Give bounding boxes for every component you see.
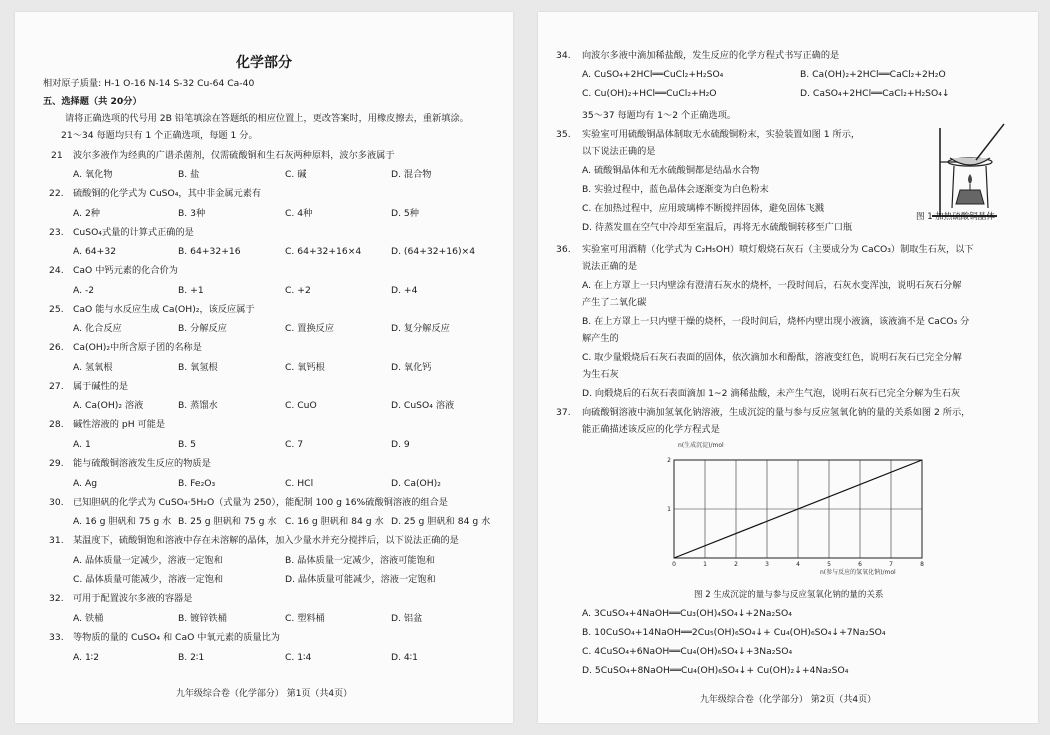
option-d[interactable]: D. (64+32+16)×4	[391, 246, 476, 257]
x-tick-label: 6	[858, 561, 862, 568]
option-c[interactable]: C. 碱	[285, 169, 307, 180]
option-b[interactable]: B. 3种	[178, 208, 206, 219]
x-tick-label: 8	[920, 561, 924, 568]
option-b[interactable]: B. Fe₂O₃	[178, 478, 216, 489]
option-a[interactable]: A. Ca(OH)₂ 溶液	[73, 400, 144, 411]
option-d[interactable]: D. 复分解反应	[391, 323, 450, 334]
page-title: 化学部分	[236, 55, 292, 71]
option-c[interactable]: C. 塑料桶	[285, 613, 325, 624]
option-c[interactable]: C. 氧钙根	[285, 362, 325, 373]
y-tick-label: 1	[667, 506, 671, 513]
option-a[interactable]: A. 1	[73, 439, 91, 450]
option-c[interactable]: C. 在加热过程中，应用玻璃棒不断搅拌固体，避免固体飞溅	[582, 203, 824, 214]
question-stem: 等物质的量的 CuSO₄ 和 CaO 中氧元素的质量比为	[73, 632, 280, 643]
exam-page-1	[15, 12, 513, 723]
option-c[interactable]: C. 64+32+16×4	[285, 246, 362, 257]
x-tick-label: 0	[672, 561, 676, 568]
question-number: 29.	[49, 458, 64, 469]
option-b[interactable]: B. 晶体质量一定减少，溶液可能饱和	[285, 555, 435, 566]
x-tick-label: 7	[889, 561, 893, 568]
option-a-cont: 产生了二氧化碳	[582, 297, 647, 308]
question-number: 33.	[49, 632, 64, 643]
question-number: 35.	[556, 129, 571, 140]
option-c[interactable]: C. 7	[285, 439, 304, 450]
option-a[interactable]: A. 3CuSO₄+4NaOH══Cu₃(OH)₄SO₄↓+2Na₂SO₄	[582, 608, 792, 619]
question-stem: 向波尔多液中滴加稀盐酸，发生反应的化学方程式书写正确的是	[582, 50, 840, 61]
question-number: 34.	[556, 50, 571, 61]
question-stem: 实验室可用酒精（化学式为 C₂H₅OH）喷灯煅烧石灰石（主要成分为 CaCO₃）制取生石灰，以下	[582, 244, 974, 255]
question-stem: 已知胆矾的化学式为 CuSO₄·5H₂O（式量为 250），能配制 100 g 16%硫酸铜溶液的组合是	[73, 497, 448, 508]
option-c[interactable]: C. 16 g 胆矾和 84 g 水	[285, 516, 384, 527]
option-d[interactable]: D. +4	[391, 285, 418, 296]
question-stem-cont: 能正确描述该反应的化学方程式是	[582, 424, 720, 435]
option-d[interactable]: D. 5CuSO₄+8NaOH══Cu₄(OH)₆SO₄↓+ Cu(OH)₂↓+4Na₂SO₄	[582, 665, 849, 676]
y-axis-label: n(生成沉淀)/mol	[678, 442, 724, 449]
option-d[interactable]: D. 9	[391, 439, 410, 450]
option-a[interactable]: A. 化合反应	[73, 323, 122, 334]
question-number: 36.	[556, 244, 571, 255]
option-c[interactable]: C. 4CuSO₄+6NaOH══Cu₄(OH)₆SO₄↓+3Na₂SO₄	[582, 646, 793, 657]
option-c[interactable]: C. 1∶4	[285, 652, 312, 663]
option-b[interactable]: B. +1	[178, 285, 204, 296]
option-b[interactable]: B. 蒸馏水	[178, 400, 218, 411]
figure-2-caption: 图 2 生成沉淀的量与参与反应氢氧化钠的量的关系	[694, 590, 884, 600]
option-c[interactable]: C. +2	[285, 285, 311, 296]
x-tick-label: 4	[796, 561, 800, 568]
option-c[interactable]: C. HCl	[285, 478, 314, 489]
option-d[interactable]: D. 混合物	[391, 169, 432, 180]
option-c[interactable]: C. 取少量煅烧后石灰石表面的固体，依次滴加水和酚酞，溶液变红色，说明石灰石已完全分解	[582, 352, 962, 363]
option-b[interactable]: B. 分解反应	[178, 323, 227, 334]
option-a[interactable]: A. 氧化物	[73, 169, 113, 180]
option-d[interactable]: D. 4∶1	[391, 652, 418, 663]
question-stem-cont: 以下说法正确的是	[582, 146, 656, 157]
x-tick-label: 3	[765, 561, 769, 568]
x-tick-label: 2	[734, 561, 738, 568]
question-stem: 能与硫酸铜溶液发生反应的物质是	[73, 458, 211, 469]
question-number: 23.	[49, 227, 64, 238]
question-number: 25.	[49, 304, 64, 315]
option-b[interactable]: B. 10CuSO₄+14NaOH══2Cu₅(OH)₆SO₄↓+ Cu₄(OH)₆SO₄↓+7Na₂SO₄	[582, 627, 886, 638]
page-footer: 九年级综合卷（化学部分） 第1页（共4页）	[175, 689, 353, 699]
x-tick-label: 1	[703, 561, 707, 568]
option-a[interactable]: A. 2种	[73, 208, 100, 219]
figure-1-heating-apparatus	[922, 118, 1014, 220]
exam-page-2	[538, 12, 1038, 723]
option-a[interactable]: A. CuSO₄+2HCl══CuCl₂+H₂SO₄	[582, 69, 724, 80]
question-number: 27.	[49, 381, 64, 392]
atomic-mass-line: 相对原子质量: H-1 O-16 N-14 S-32 Cu-64 Ca-40	[43, 78, 255, 89]
option-d[interactable]: D. 晶体质量可能减少，溶液一定饱和	[285, 574, 436, 585]
option-d[interactable]: D. 铝盆	[391, 613, 423, 624]
y-tick-label: 2	[667, 457, 671, 464]
option-a[interactable]: A. 1∶2	[73, 652, 100, 663]
option-b-cont: 解产生的	[582, 333, 619, 344]
option-a[interactable]: A. -2	[73, 285, 95, 296]
instructions: 请将正确选项的代号用 2B 铅笔填涂在答题纸的相应位置上，更改答案时，用橡皮擦去，重新填涂。	[65, 113, 469, 124]
option-a[interactable]: A. 16 g 胆矾和 75 g 水	[73, 516, 172, 527]
question-stem: 硫酸铜的化学式为 CuSO₄，其中非金属元素有	[73, 188, 262, 199]
option-b[interactable]: B. 盐	[178, 169, 200, 180]
option-b[interactable]: B. 64+32+16	[178, 246, 241, 257]
question-stem: CuSO₄式量的计算式正确的是	[73, 227, 194, 238]
option-b[interactable]: B. 在上方罩上一只内壁干燥的烧杯，一段时间后，烧杯内壁出现小液滴，该液滴不是 CaCO₃ 分	[582, 316, 970, 327]
instructions: 35～37 每题均有 1～2 个正确选项。	[582, 110, 737, 121]
question-stem: 属于碱性的是	[73, 381, 129, 392]
option-b[interactable]: B. 镀锌铁桶	[178, 613, 227, 624]
question-number: 31.	[49, 535, 64, 546]
option-a[interactable]: A. 氢氧根	[73, 362, 113, 373]
option-c-cont: 为生石灰	[582, 369, 619, 380]
option-d[interactable]: D. Ca(OH)₂	[391, 478, 441, 489]
option-d[interactable]: D. CuSO₄ 溶液	[391, 400, 455, 411]
question-stem: CaO 中钙元素的化合价为	[73, 265, 178, 276]
option-a[interactable]: A. 64+32	[73, 246, 117, 257]
question-number: 28.	[49, 419, 64, 430]
x-axis-label: n(参与反应的氢氧化钠)/mol	[820, 569, 896, 576]
option-b[interactable]: B. 2∶1	[178, 652, 205, 663]
page-footer: 九年级综合卷（化学部分） 第2页（共4页）	[699, 695, 877, 705]
figure-1-caption: 图 1 加热硫酸铜晶体	[916, 212, 995, 222]
question-stem: 实验室可用硫酸铜晶体制取无水硫酸铜粉末，实验装置如图 1 所示，	[582, 129, 861, 140]
question-number: 32.	[49, 593, 64, 604]
question-number: 30.	[49, 497, 64, 508]
question-number: 26.	[49, 342, 64, 353]
option-c[interactable]: C. 晶体质量可能减少，溶液一定饱和	[73, 574, 224, 585]
option-c[interactable]: C. CuO	[285, 400, 317, 411]
option-d[interactable]: D. 向煅烧后的石灰石表面滴加 1~2 滴稀盐酸，未产生气泡，说明石灰石已完全分解为生石灰	[582, 388, 961, 399]
option-b[interactable]: B. 5	[178, 439, 196, 450]
option-b[interactable]: B. 氧氢根	[178, 362, 218, 373]
option-a[interactable]: A. 在上方罩上一只内壁涂有澄清石灰水的烧杯，一段时间后，石灰水变浑浊，说明石灰石分解	[582, 280, 962, 291]
option-d[interactable]: D. 5种	[391, 208, 419, 219]
option-d[interactable]: D. 25 g 胆矾和 84 g 水	[391, 516, 491, 527]
option-a[interactable]: A. Ag	[73, 478, 98, 489]
figure-2-chart	[660, 440, 960, 578]
option-b[interactable]: B. Ca(OH)₂+2HCl══CaCl₂+2H₂O	[800, 69, 946, 80]
question-stem: Ca(OH)₂中所含原子团的名称是	[73, 342, 202, 353]
option-a[interactable]: A. 铁桶	[73, 613, 104, 624]
option-a[interactable]: A. 晶体质量一定减少，溶液一定饱和	[73, 555, 223, 566]
question-stem: 某温度下，硫酸铜饱和溶液中存在未溶解的晶体，加入少量水并充分搅拌后，以下说法正确的是	[73, 535, 459, 546]
option-b[interactable]: B. 25 g 胆矾和 75 g 水	[178, 516, 277, 527]
option-c[interactable]: C. 4种	[285, 208, 313, 219]
option-c[interactable]: C. 置换反应	[285, 323, 335, 334]
question-stem: 可用于配置波尔多液的容器是	[73, 593, 193, 604]
question-stem-cont: 说法正确的是	[582, 261, 638, 272]
question-number: 37.	[556, 407, 571, 418]
option-d[interactable]: D. 氧化钙	[391, 362, 432, 373]
question-number: 24.	[49, 265, 64, 276]
question-stem: 碱性溶液的 pH 可能是	[73, 419, 166, 430]
option-a[interactable]: A. 硫酸铜晶体和无水硫酸铜都是结晶水合物	[582, 165, 760, 176]
section-heading: 五、选择题（共 20分）	[43, 96, 142, 107]
question-stem: 向硫酸铜溶液中滴加氢氧化钠溶液，生成沉淀的量与参与反应氢氧化钠的量的关系如图 2 所示，	[582, 407, 971, 418]
question-stem: 波尔多液作为经典的广谱杀菌剂，仅需硫酸铜和生石灰两种原料，波尔多液属于	[73, 150, 395, 161]
option-c[interactable]: C. Cu(OH)₂+HCl══CuCl₂+H₂O	[582, 88, 717, 99]
question-number: 22.	[49, 188, 64, 199]
instructions-2: 21～34 每题均只有 1 个正确选项，每题 1 分。	[61, 130, 258, 141]
x-tick-label: 5	[827, 561, 831, 568]
option-d[interactable]: D. 待蒸发皿在空气中冷却至室温后，再将无水硫酸铜转移至广口瓶	[582, 222, 853, 233]
question-number: 21	[51, 150, 63, 161]
option-d[interactable]: D. CaSO₄+2HCl══CaCl₂+H₂SO₄↓	[800, 88, 950, 99]
option-b[interactable]: B. 实验过程中，蓝色晶体会逐渐变为白色粉末	[582, 184, 769, 195]
question-stem: CaO 能与水反应生成 Ca(OH)₂，该反应属于	[73, 304, 255, 315]
